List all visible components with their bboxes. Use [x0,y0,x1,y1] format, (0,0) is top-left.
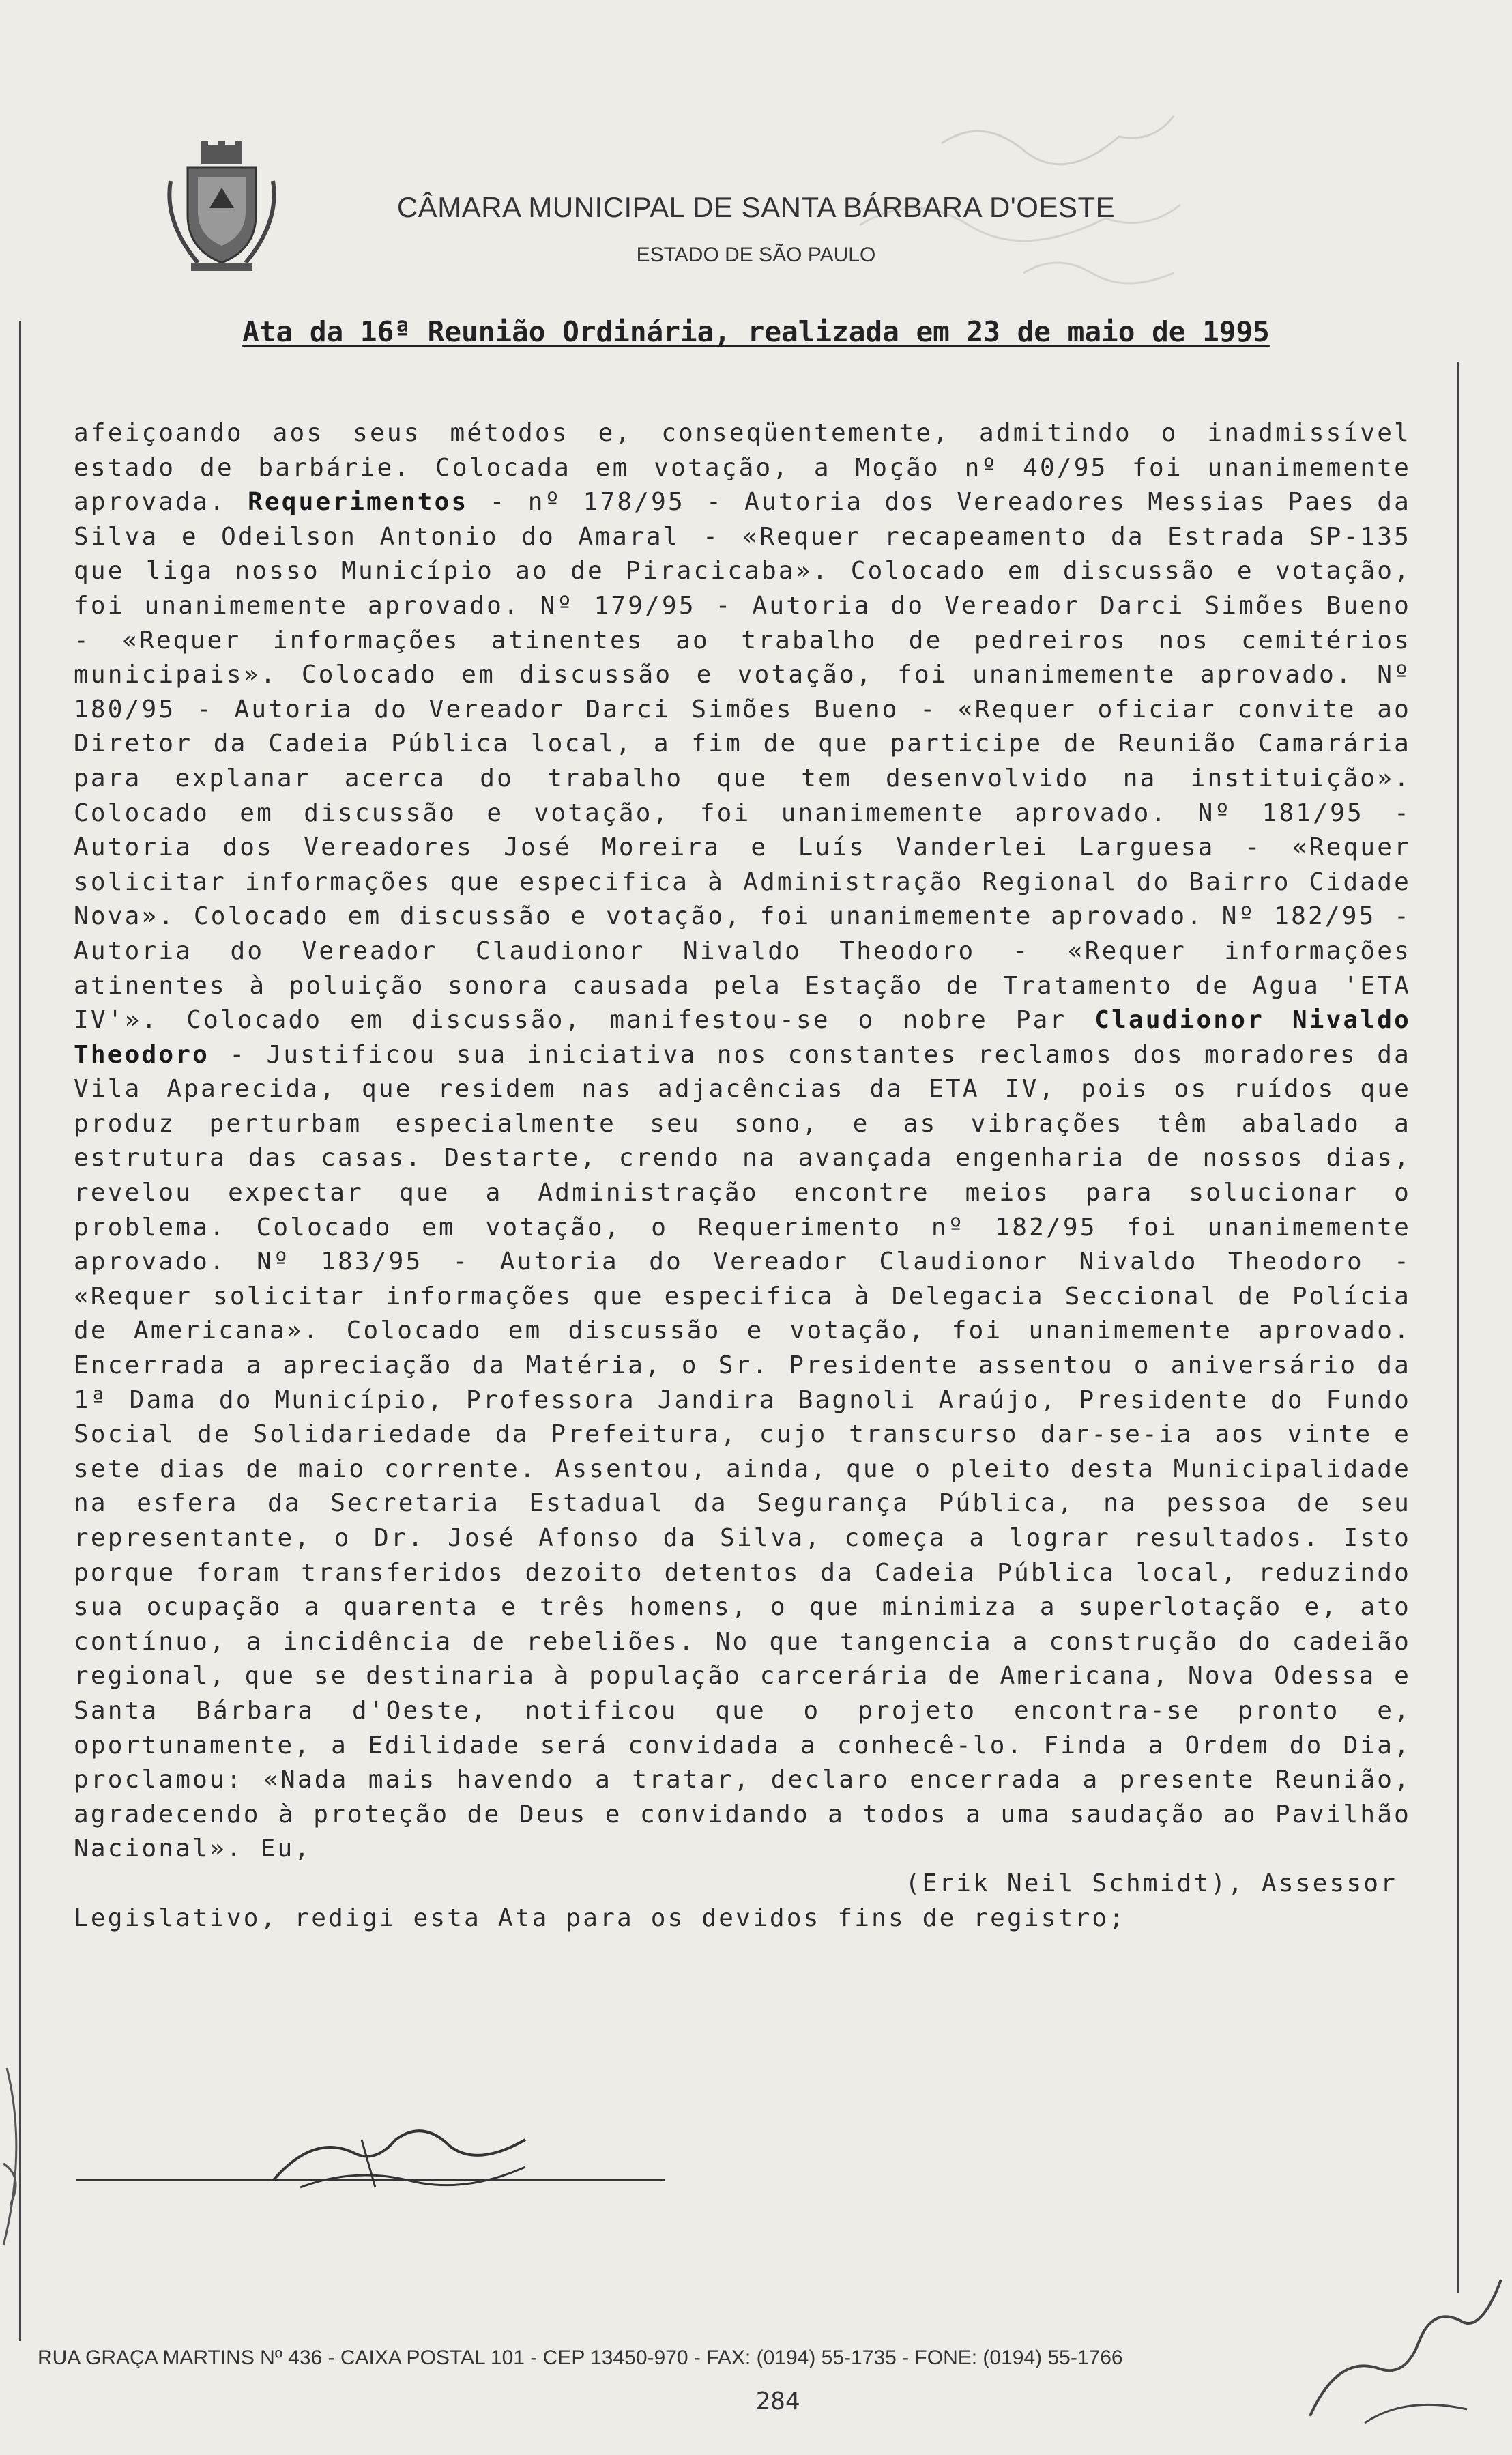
signature-line-text: (Erik Neil Schmidt), Assessor [905,1869,1397,1897]
speaker-name: Claudionor Nivaldo Theodoro [74,1006,1412,1069]
left-margin-rule [19,321,21,2341]
body-paragraph-1: afeiçoando aos seus métodos e, conseqüentemente, admitindo o inadmissível estado de barbárie. Colocada em votação, a Moção nº 40/95 foi unanimemente aprovada. [74,419,1411,517]
right-margin-rule [1457,362,1459,2293]
minutes-body [74,416,1411,1936]
body-paragraph-3: - Justificou sua iniciativa nos constantes reclamos dos moradores da Vila Aparecida, que residem nas adjacências da ETA IV, pois os ruídos que produz perturbam especialmente seu sono, e as vibrações têm abalado a estrutura das casas. Destarte, crendo na avançada engenharia de nossos dias, revelou expectar que a Administração encontre meios para solucionar o problema. Colocado em votação, o Requerimento nº 182/95 foi unanimemente aprovado. Nº 183/95 - Autoria do Vereador Claudionor Nivaldo Theodoro - «Requer solicitar informações que especifica à Delegacia Seccional de Polícia de Americana». Colocado em discussão e votação, foi unanimemente aprovado. Encerrada a apreciação da Matéria, o Sr. Presidente assentou o aniversário da 1ª Dama do Município, Professora Jandira Bagnoli Araújo, Presidente do Fundo Social de Solidariedade da Prefeitura, cujo transcurso dar-se-ia aos vinte e sete dias de maio corrente. Assentou, ainda, que o pleito desta Municipalidade na esfera da Secretaria Estadual da Segurança Pública, na pessoa de seu representante, o Dr. José Afonso da Silva, começa a lograr resultados. Isto porque foram transferidos dezoito detentos da Cadeia Pública local, reduzindo sua ocupação a quarenta e três homens, o que minimiza a superlotação e, ato contínuo, a incidência de rebeliões. No que tangencia a construção do cadeião regional, que se destinaria à população carcerária de Americana, Nova Odessa e Santa Bárbara d'Oeste, notificou que o projeto encontra-se pronto e, oportunamente, a Edilidade será convidada a conhecê-lo. Finda a Ordem do Dia, proclamou: «Nada mais havendo a tratar, declaro encerrada a presente Reunião, agradecendo à proteção de Deus e convidando a todos a uma saudação ao Pavilhão Nacional». Eu, [74,1040,1411,1863]
minutes-title: Ata da 16ª Reunião Ordinária, realizada em 23 de maio de 1995 [242,315,1270,348]
closing-line: Legislativo, redigi esta Ata para os devidos fins de registro; [74,1904,1126,1932]
institution-state: ESTADO DE SÃO PAULO [636,244,876,266]
institution-name: CÂMARA MUNICIPAL DE SANTA BÁRBARA D'OESTE [396,191,1116,223]
body-paragraph-2: - nº 178/95 - Autoria dos Vereadores Messias Paes da Silva e Odeilson Antonio do Amaral - «Requer recapeamento da Estrada SP-135 que liga nosso Município ao de Piracicaba». Colocado em discussão e votação, foi unanimemente aprovado. Nº 179/95 - Autoria do Vereador Darci Simões Bueno - «Requer informações atinentes ao trabalho de pedreiros nos cemitérios municipais». Colocado em discussão e votação, foi unanimemente aprovado. Nº 180/95 - Autoria do Vereador Darci Simões Bueno - «Requer oficiar convite ao Diretor da Cadeia Pública local, a fim de que participe de Reunião Camarária para explanar acerca do trabalho que tem desenvolvido na instituição». Colocado em discussão e votação, foi unanimemente aprovado. Nº 181/95 - Autoria dos Vereadores José Moreira e Luís Vanderlei Larguesa - «Requer solicitar informações que especifica à Administração Regional do Bairro Cidade Nova». Colocado em discussão e votação, foi unanimemente aprovado. Nº 182/95 - Autoria do Vereador Claudionor Nivaldo Theodoro - «Requer informações atinentes à poluição sonora causada pela Estação de Tratamento de Agua 'ETA IV'». Colocado em discussão, manifestou-se o nobre Par [74,488,1411,1035]
page-number: 284 [755,2387,800,2415]
margin-pen-mark [0,2061,41,2252]
requerimentos-label: Requerimentos [248,488,469,517]
footer-address: RUA GRAÇA MARTINS Nº 436 - CAIXA POSTAL 101 - CEP 13450-970 - FAX: (0194) 55-1735 - FONE: (0194) 55-1766 [38,2346,1123,2369]
handwritten-signature [259,2119,546,2201]
